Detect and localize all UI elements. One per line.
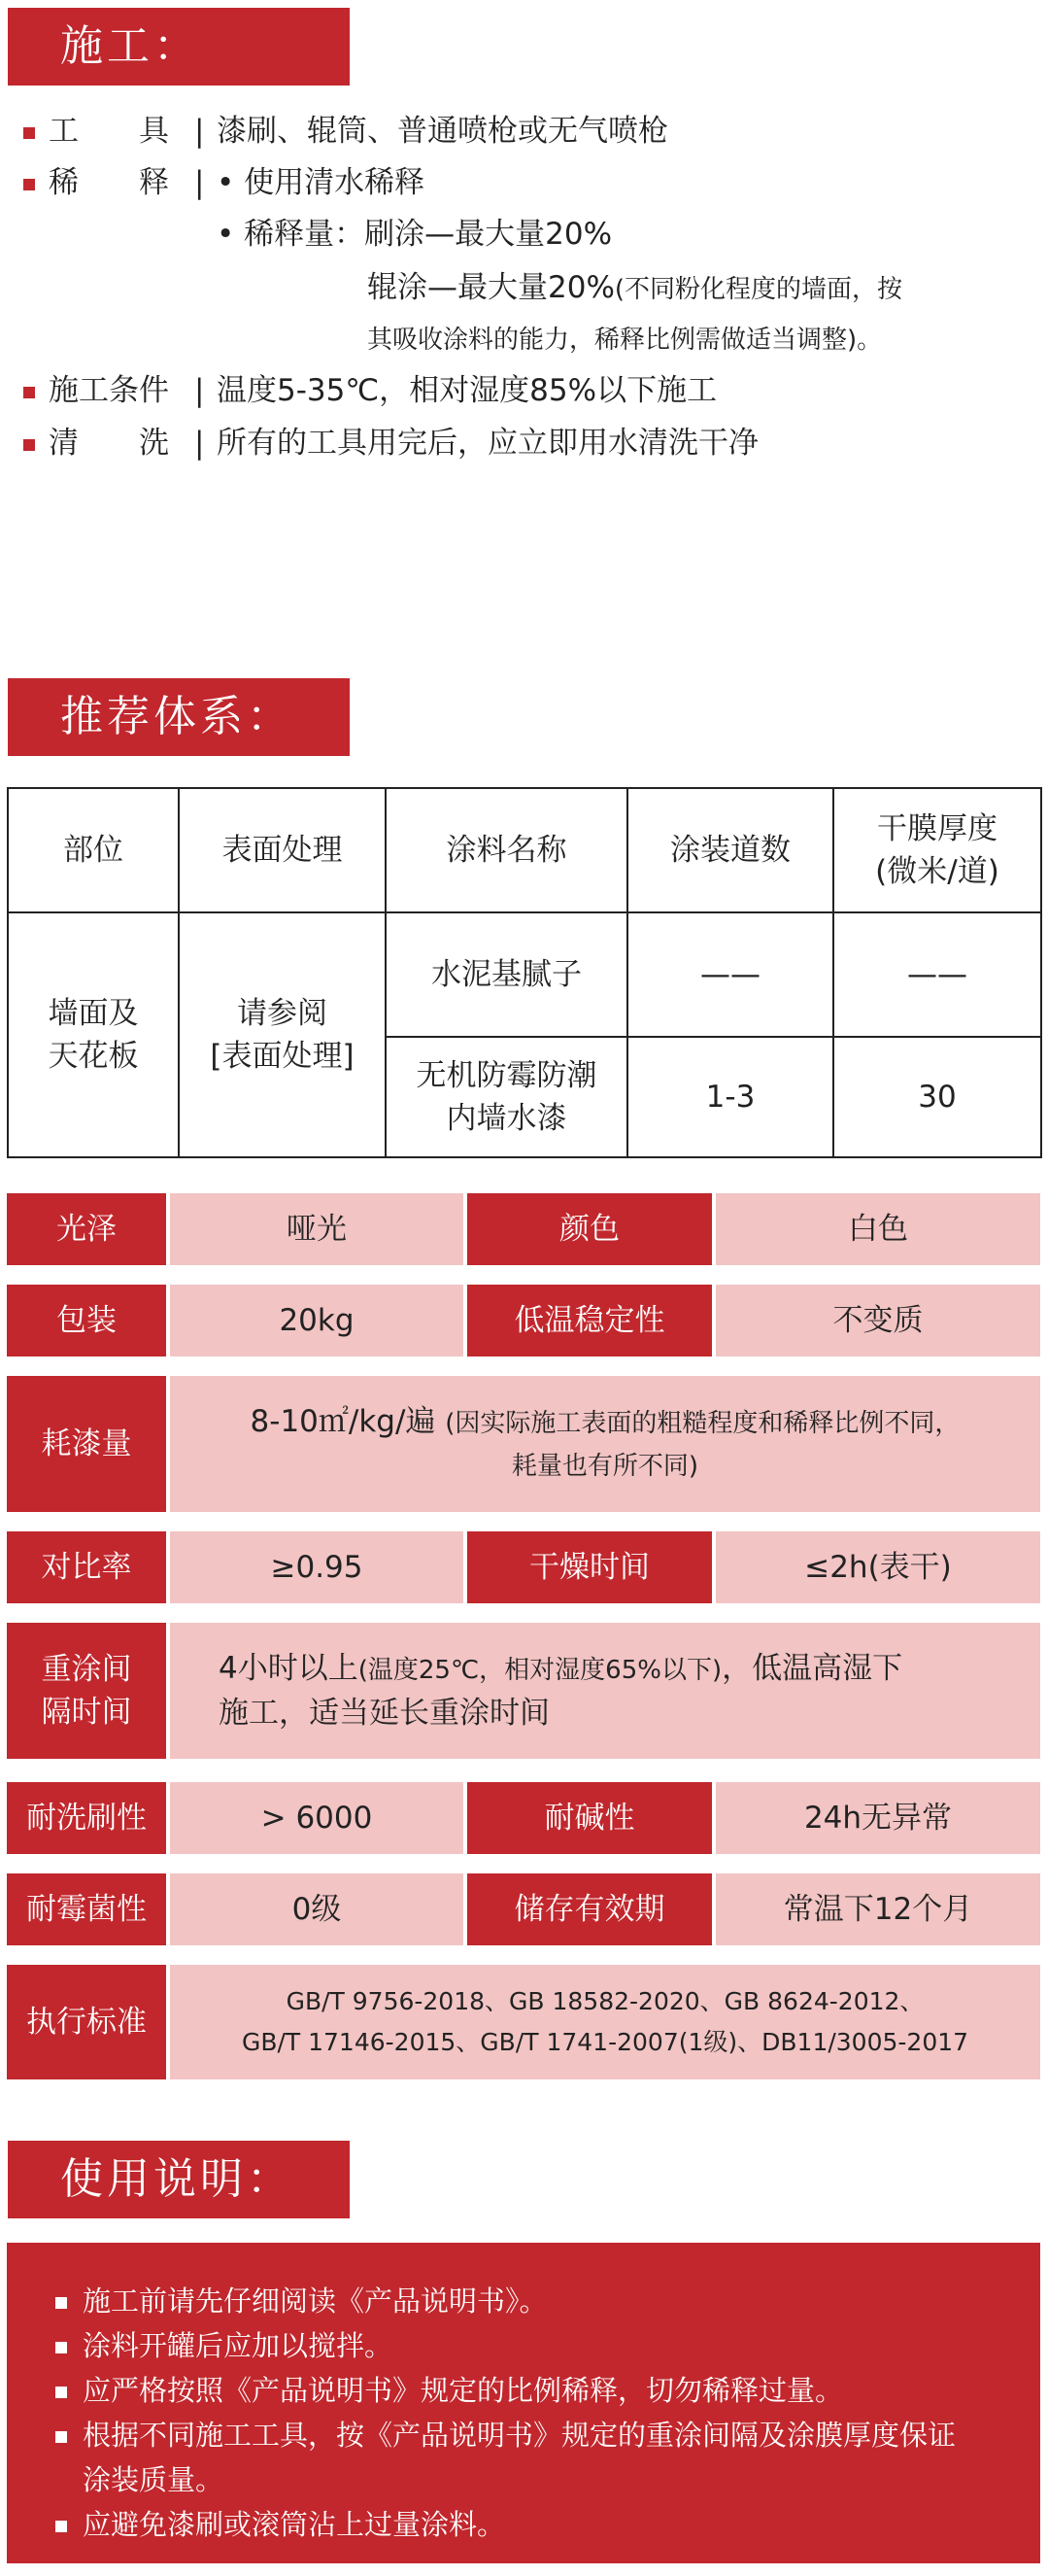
usage-text: 应严格按照《产品说明书》规定的比例稀释，切勿稀释过量。 xyxy=(83,2374,844,2407)
cell-coating-name-line1: 无机防霉防潮 xyxy=(416,1058,597,1093)
header-thickness-line1: 干膜厚度 xyxy=(877,811,997,846)
prop-value-alkali: 24h无异常 xyxy=(716,1782,1040,1854)
section-title-recommended: 推荐体系： xyxy=(8,678,350,756)
cell-surface xyxy=(179,912,386,1157)
spec-row-dilution xyxy=(0,163,1048,202)
cell-part-line1: 墙面及 xyxy=(48,996,139,1031)
prop-row-mildew-shelf xyxy=(7,1873,1040,1945)
header-thickness-line2: (微米/道) xyxy=(875,854,999,889)
standard-line1: GB/T 9756-2018、GB 18582-2020、GB 8624-2012、 xyxy=(286,1987,925,2015)
cell-part xyxy=(8,912,179,1157)
spec-value: 温度5-35℃，相对湿度85%以下施工 xyxy=(217,373,718,408)
prop-label-shelf: 储存有效期 xyxy=(467,1873,712,1945)
prop-label-low-temp: 低温稳定性 xyxy=(467,1285,712,1357)
prop-value-shelf: 常温下12个月 xyxy=(716,1873,1040,1945)
recoat-note: (温度25℃，相对湿度65%以下) xyxy=(357,1656,723,1685)
prop-label-color: 颜色 xyxy=(467,1193,712,1265)
recoat-line1 xyxy=(219,1647,902,1692)
usage-text: 应避免漆刷或滚筒沾上过量涂料。 xyxy=(83,2508,506,2541)
square-bullet-icon xyxy=(55,2342,67,2353)
spec-value: 漆刷、辊筒、普通喷枪或无气喷枪 xyxy=(217,114,668,149)
square-bullet-icon xyxy=(23,179,35,190)
list-item xyxy=(55,2279,1040,2323)
spec-label: 稀 释 xyxy=(49,165,169,200)
square-bullet-icon xyxy=(23,127,35,139)
consumption-line1 xyxy=(251,1400,961,1445)
list-item xyxy=(55,2323,1040,2368)
recoat-label-line2: 隔时间 xyxy=(41,1695,132,1730)
usage-box xyxy=(7,2243,1040,2563)
square-bullet-icon xyxy=(55,2297,67,2309)
prop-value-package: 20kg xyxy=(170,1285,463,1357)
prop-row-recoat xyxy=(7,1623,1040,1759)
prop-label-drying: 干燥时间 xyxy=(467,1531,712,1603)
prop-label-contrast: 对比率 xyxy=(7,1531,166,1603)
prop-label-standard: 执行标准 xyxy=(7,1965,166,2079)
separator: | xyxy=(194,165,205,200)
prop-label-scrub: 耐洗刷性 xyxy=(7,1782,166,1854)
prop-label-consumption: 耗漆量 xyxy=(7,1376,166,1512)
consumption-line2: 耗量也有所不同) xyxy=(511,1452,699,1481)
square-bullet-icon xyxy=(23,439,35,451)
prop-value-consumption xyxy=(170,1376,1040,1512)
recoat-label-line1: 重涂间 xyxy=(41,1652,132,1687)
standard-line2: GB/T 17146-2015、GB/T 1741-2007(1级)、DB11/3005-2017 xyxy=(241,2028,969,2056)
header-surface: 表面处理 xyxy=(179,788,386,912)
prop-row-scrub-alkali xyxy=(7,1782,1040,1854)
dilution-roller: 辊涂—最大量20% xyxy=(367,270,615,305)
prop-label-mildew: 耐霉菌性 xyxy=(7,1873,166,1945)
separator: | xyxy=(194,114,205,149)
cell-thickness: —— xyxy=(833,912,1041,1037)
consumption-value: 8-10㎡/kg/遍 xyxy=(250,1404,436,1439)
prop-value-standard xyxy=(170,1965,1040,2079)
prop-label-recoat xyxy=(7,1623,166,1759)
prop-label-gloss: 光泽 xyxy=(7,1193,166,1265)
prop-value-gloss: 哑光 xyxy=(170,1193,463,1265)
spec-value: • 使用清水稀释 xyxy=(217,165,425,200)
cell-thickness: 30 xyxy=(833,1037,1041,1157)
cell-surface-line1: 请参阅 xyxy=(237,996,327,1031)
prop-label-alkali: 耐碱性 xyxy=(467,1782,712,1854)
cell-coating-name xyxy=(386,1037,627,1157)
recoat-main-cont: ，低温高湿下 xyxy=(722,1651,903,1686)
table-header-row xyxy=(8,788,1041,912)
dilution-line-3 xyxy=(367,268,902,309)
prop-value-drying: ≤2h(表干) xyxy=(716,1531,1040,1603)
header-thickness xyxy=(833,788,1041,912)
list-item xyxy=(55,2502,1040,2547)
section-title-usage: 使用说明： xyxy=(8,2141,350,2218)
prop-value-contrast: ≥0.95 xyxy=(170,1531,463,1603)
list-item xyxy=(55,2413,1040,2457)
cell-surface-line2: [表面处理] xyxy=(210,1039,355,1074)
usage-text: 涂料开罐后应加以搅拌。 xyxy=(83,2329,393,2362)
prop-row-standard xyxy=(7,1965,1040,2079)
square-bullet-icon xyxy=(23,387,35,398)
recoat-main: 4小时以上 xyxy=(219,1651,358,1686)
prop-label-package: 包装 xyxy=(7,1285,166,1357)
square-bullet-icon xyxy=(55,2387,67,2398)
prop-value-scrub: > 6000 xyxy=(170,1782,463,1854)
spec-row-conditions xyxy=(0,371,1048,410)
spec-label: 施工条件 xyxy=(49,373,169,408)
spec-row-cleaning xyxy=(0,424,1048,463)
usage-text: 根据不同施工工具，按《产品说明书》规定的重涂间隔及涂膜厚度保证 xyxy=(83,2419,957,2452)
prop-row-package-lowtemp xyxy=(7,1285,1040,1357)
separator: | xyxy=(194,426,205,461)
cell-coats: —— xyxy=(627,912,833,1037)
prop-value-low-temp: 不变质 xyxy=(716,1285,1040,1357)
square-bullet-icon xyxy=(55,2521,67,2532)
prop-row-gloss-color xyxy=(7,1193,1040,1265)
section-title-construction: 施工： xyxy=(8,8,350,86)
spec-row-tools xyxy=(0,112,1048,151)
header-coating-name: 涂料名称 xyxy=(386,788,627,912)
list-item xyxy=(55,2368,1040,2413)
consumption-note: (因实际施工表面的粗糙程度和稀释比例不同， xyxy=(445,1409,961,1438)
header-coats: 涂装道数 xyxy=(627,788,833,912)
spec-value: 所有的工具用完后，应立即用水清洗干净 xyxy=(217,426,759,461)
list-item-continuation: 涂装质量。 xyxy=(83,2463,224,2496)
recoat-line2: 施工，适当延长重涂时间 xyxy=(219,1696,550,1731)
table-row xyxy=(8,912,1041,1037)
cell-part-line2: 天花板 xyxy=(48,1039,139,1074)
cell-coating-name-line2: 内墙水漆 xyxy=(446,1101,567,1136)
square-bullet-icon xyxy=(55,2431,67,2443)
usage-text: 施工前请先仔细阅读《产品说明书》。 xyxy=(83,2284,548,2318)
prop-row-contrast-drying xyxy=(7,1531,1040,1603)
prop-row-consumption xyxy=(7,1376,1040,1512)
spec-label: 清 洗 xyxy=(49,426,169,461)
prop-value-mildew: 0级 xyxy=(170,1873,463,1945)
spec-label: 工 具 xyxy=(49,114,169,149)
header-part: 部位 xyxy=(8,788,179,912)
cell-coats: 1-3 xyxy=(627,1037,833,1157)
prop-value-color: 白色 xyxy=(716,1193,1040,1265)
prop-value-recoat xyxy=(170,1623,1040,1759)
dilution-note: (不同粉化程度的墙面，按 xyxy=(614,275,903,304)
recommended-system-table xyxy=(7,787,1042,1158)
dilution-line-2: • 稀释量：刷涂—最大量20% xyxy=(217,217,613,252)
separator: | xyxy=(194,373,205,408)
dilution-line-4: 其吸收涂料的能力，稀释比例需做适当调整)。 xyxy=(367,326,883,355)
cell-coating-name: 水泥基腻子 xyxy=(386,912,627,1037)
